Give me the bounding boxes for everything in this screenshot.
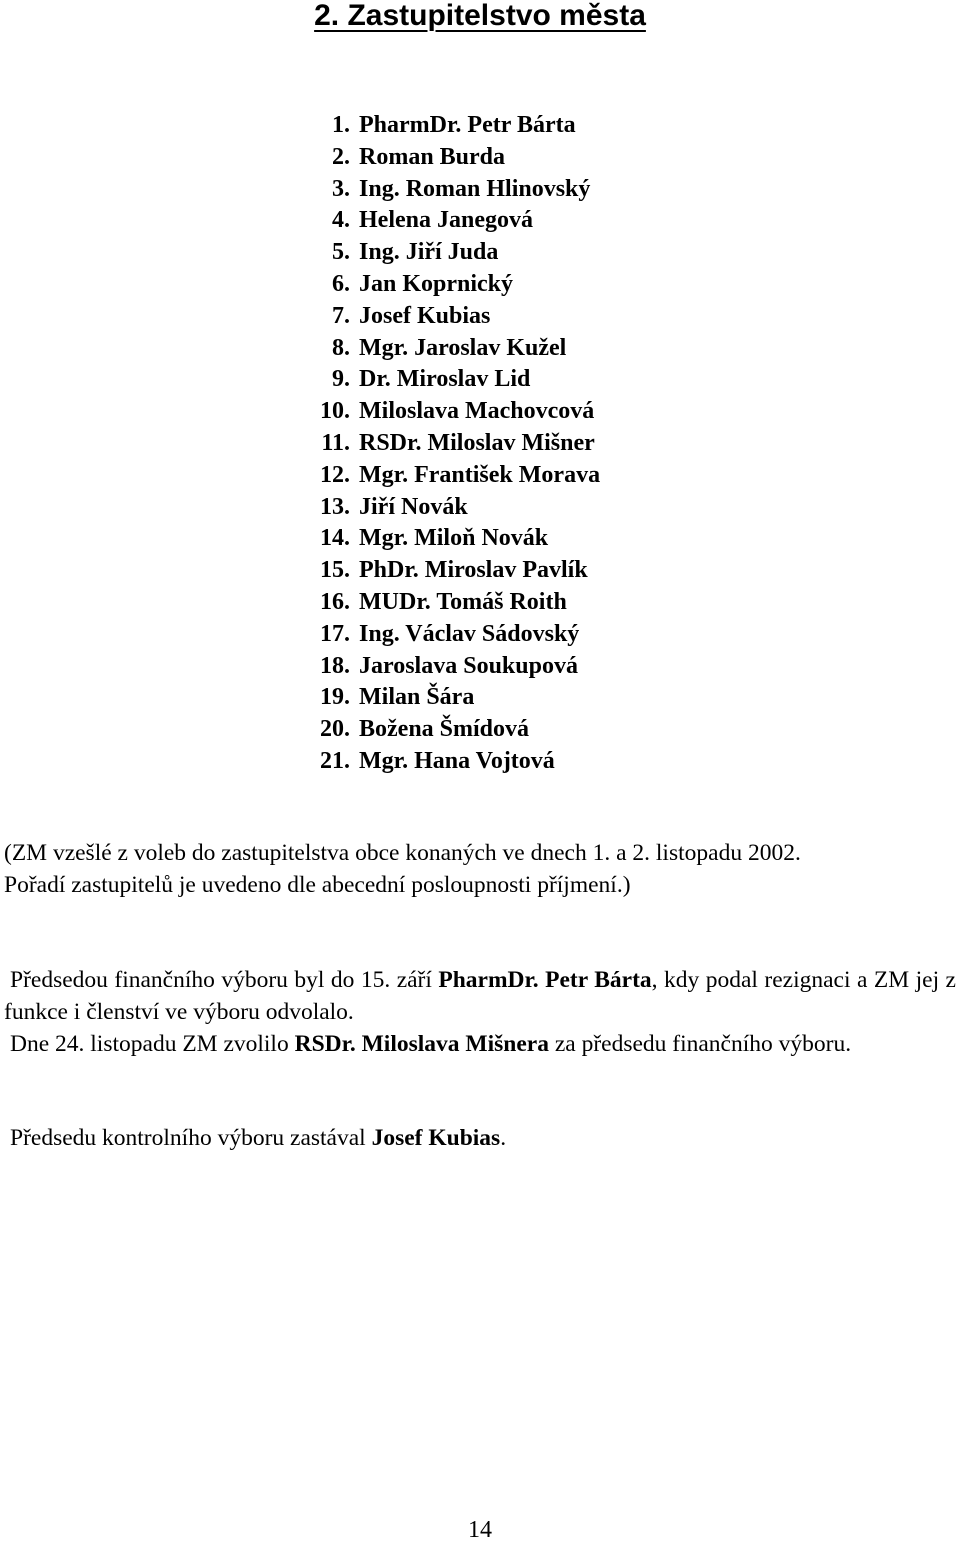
page-number: 14 <box>468 1517 492 1543</box>
council-member-item <box>305 460 600 492</box>
member-number: 8. <box>332 334 350 361</box>
member-name: Jiří Novák <box>359 493 468 520</box>
member-name: PhDr. Miroslav Pavlík <box>359 557 588 584</box>
member-number: 4. <box>332 207 350 234</box>
council-member-item <box>305 333 600 365</box>
council-members-list <box>305 110 600 778</box>
council-member-item <box>305 428 600 460</box>
member-number: 18. <box>320 652 350 679</box>
member-number: 7. <box>332 302 350 329</box>
council-member-item <box>305 555 600 587</box>
council-member-item <box>305 714 600 746</box>
member-name: Mgr. Hana Vojtová <box>359 747 555 774</box>
council-member-item <box>305 682 600 714</box>
council-member-item <box>305 619 600 651</box>
member-name: MUDr. Tomáš Roith <box>359 588 567 615</box>
council-member-item <box>305 492 600 524</box>
member-name: Mgr. Jaroslav Kužel <box>359 334 567 361</box>
member-name: Ing. Roman Hlinovský <box>359 175 591 202</box>
council-member-item <box>305 746 600 778</box>
council-member-item <box>305 364 600 396</box>
member-number: 19. <box>320 684 350 711</box>
member-number: 17. <box>320 620 350 647</box>
finance-committee-paragraph-2 <box>4 1029 956 1061</box>
finance-text-1c: , kdy podal rezignaci a ZM jej z funkce i členství ve výboru odvolalo. <box>4 967 956 1025</box>
member-name: RSDr. Miloslav Mišner <box>359 429 595 456</box>
council-member-item <box>305 651 600 683</box>
council-member-item <box>305 110 600 142</box>
council-member-item <box>305 396 600 428</box>
member-name: Miloslava Machovcová <box>359 398 595 425</box>
member-number: 11. <box>321 429 350 456</box>
election-note-line-2: Pořadí zastupitelů je uvedeno dle abecední posloupnosti příjmení.) <box>4 871 631 898</box>
finance-text-2a: Dne 24. listopadu ZM zvolilo <box>10 1031 295 1057</box>
page-title: 2. Zastupitelstvo města <box>314 0 646 32</box>
member-name: Milan Šára <box>359 684 475 711</box>
member-number: 13. <box>320 493 350 520</box>
finance-text-1a: Předsedou finančního výboru byl do 15. září <box>10 967 439 993</box>
council-member-item <box>305 269 600 301</box>
finance-name-1: PharmDr. Petr Bárta <box>438 967 652 993</box>
member-name: Mgr. František Morava <box>359 461 601 488</box>
member-name: Jaroslava Soukupová <box>359 652 578 679</box>
member-name: Roman Burda <box>359 143 506 170</box>
member-number: 12. <box>320 461 350 488</box>
control-committee-paragraph <box>4 1123 956 1155</box>
member-number: 5. <box>332 239 350 266</box>
council-member-item <box>305 301 600 333</box>
member-number: 21. <box>320 747 350 774</box>
finance-text-2c: za předsedu finančního výboru. <box>548 1031 852 1057</box>
member-number: 15. <box>320 557 350 584</box>
council-member-item <box>305 237 600 269</box>
member-number: 1. <box>332 112 350 138</box>
control-text-a: Předsedu kontrolního výboru zastával <box>10 1125 372 1151</box>
member-name: PharmDr. Petr Bárta <box>359 112 576 138</box>
member-number: 6. <box>332 270 350 297</box>
member-number: 10. <box>320 398 350 425</box>
member-number: 3. <box>332 175 350 202</box>
election-note-line-1: (ZM vzešlé z voleb do zastupitelstva obce konaných ve dnech 1. a 2. listopadu 2002. <box>4 840 801 866</box>
member-name: Jan Koprnický <box>359 270 514 297</box>
council-member-item <box>305 523 600 555</box>
council-member-item <box>305 142 600 174</box>
member-name: Ing. Václav Sádovský <box>359 620 580 647</box>
council-member-item <box>305 174 600 206</box>
member-name: Dr. Miroslav Lid <box>359 366 531 393</box>
member-number: 14. <box>320 525 350 552</box>
election-note <box>4 838 956 901</box>
member-number: 9. <box>332 366 350 393</box>
control-text-c: . <box>500 1125 507 1151</box>
member-number: 2. <box>332 143 350 170</box>
control-name: Josef Kubias <box>371 1125 501 1151</box>
member-name: Božena Šmídová <box>359 716 530 743</box>
council-member-item <box>305 587 600 619</box>
member-number: 20. <box>320 716 350 743</box>
member-name: Mgr. Miloň Novák <box>359 525 549 552</box>
member-name: Josef Kubias <box>359 302 491 329</box>
finance-committee-paragraph-1 <box>4 965 956 1028</box>
member-name: Helena Janegová <box>359 207 533 234</box>
council-member-item <box>305 205 600 237</box>
member-name: Ing. Jiří Juda <box>359 239 499 266</box>
finance-name-2: RSDr. Miloslava Mišnera <box>294 1031 549 1057</box>
member-number: 16. <box>320 588 350 615</box>
